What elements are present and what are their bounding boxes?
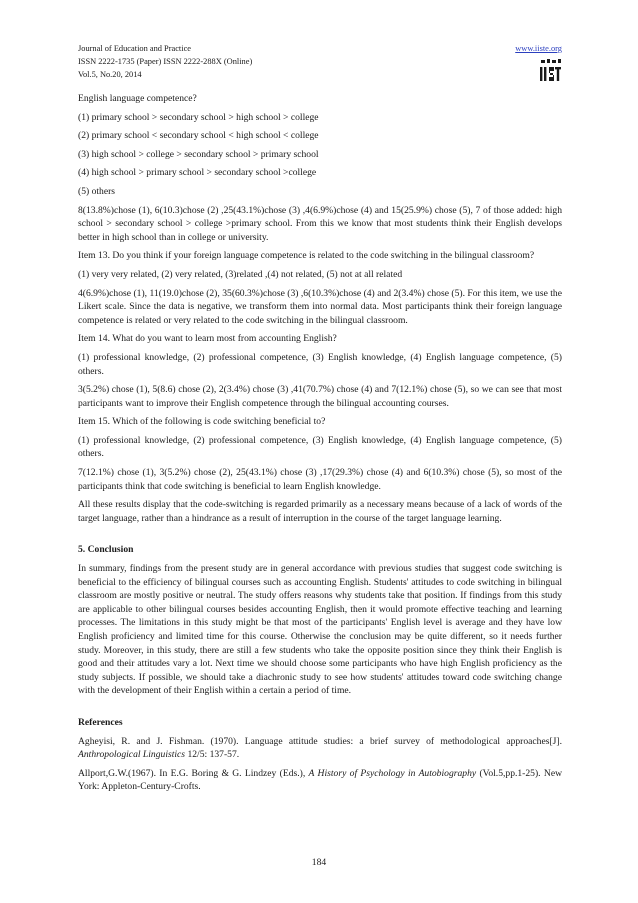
paragraph: 8(13.8%)chose (1), 6(10.3)chose (2) ,25(43.1%)chose (3) ,4(6.9%)chose (4) and 15(25.9%) chose (5), 7 of those added: high school > secondary school > college >primary school. From this we know that most students think their English develops better in high school than in college or university.	[78, 204, 562, 243]
volume-info: Vol.5, No.20, 2014	[78, 69, 142, 79]
reference-book-title: A History of Psychology in Autobiography	[308, 767, 477, 779]
item-13-options: (1) very very related, (2) very related, (3)related ,(4) not related, (5) not at all related	[78, 268, 403, 280]
item-15-question: Item 15. Which of the following is code switching beneficial to?	[78, 416, 326, 428]
page-number: 184	[311, 857, 327, 868]
item-15-options: (1) professional knowledge, (2) professional competence, (3) English knowledge, (4) English language competence, (5) others.	[78, 434, 562, 460]
list-item: (2) primary school < secondary school < high school < college	[78, 130, 319, 142]
references-heading: References	[78, 716, 123, 728]
reference-text: 12/5: 137-57.	[185, 749, 240, 761]
list-item: (4) high school > primary school > secondary school >college	[78, 167, 317, 179]
item-14-result: 3(5.2%) chose (1), 5(8.6) chose (2), 2(3.4%) chose (3) ,41(70.7%) chose (4) and 7(12.1%) chose (5), so we can see that most participants want to improve their English competence through the bilingual accounting courses.	[78, 384, 562, 409]
conclusion-paragraph: In summary, findings from the present study are in general accordance with previous studies that suggest code switching is beneficial to the efficiency of bilingual courses such as accounting English. Students' attitudes to code switching in bilingual classroom are mostly positive or neutral. The study offers reasons why students take that position. If findings from this study are applicable to other bilingual courses besides accounting English, then it would promote effective teaching and learning processes. The limitations in this study might be that most of the participants' English level is average and they have low English proficiency and limited time for this course. Otherwise the conclusion may be quite different, so it needs further study. Moreover, in this study, there are still a few students who take the opposite position since they think their English is good and their attitudes vary a lot. Next time we should choose some participants who have high English proficiency as the study subjects. If possible, we should take a diachronic study to see how students' attitudes toward code switching change with the development of their English within a certain a period of time.	[78, 563, 562, 697]
reference-text: (Vol.5,pp.1-25). New York: Appleton-Century-Crofts.	[78, 767, 563, 793]
iiste-logo	[539, 58, 563, 84]
reference-item	[78, 735, 562, 762]
reference-text: Allport,G.W.(1967). In E.G. Boring & G. Lindzey (Eds.),	[78, 767, 309, 779]
item-13-question: Item 13. Do you think if your foreign language competence is related to the code switching in the bilingual classroom?	[78, 250, 535, 262]
summary-paragraph: All these results display that the code-switching is regarded primarily as a necessary means because of a lack of words of the target language, rather than a hindrance as a result of interruption in the course of the target language learning.	[78, 499, 562, 524]
page-header	[78, 43, 562, 81]
reference-journal: Anthropological Linguistics	[78, 749, 186, 761]
conclusion-heading: 5. Conclusion	[78, 544, 134, 556]
issn: ISSN 2222-1735 (Paper) ISSN 2222-288X (Online)	[78, 56, 253, 66]
reference-item	[78, 767, 562, 794]
page-body	[78, 92, 562, 799]
list-item: (1) primary school > secondary school > high school > college	[78, 111, 319, 123]
item-13-result: 4(6.9%)chose (1), 11(19.0)chose (2), 35(60.3%)chose (3) ,6(10.3%)chose (4) and 2(3.4%) chose (5). For this item, we use the Likert scale. Since the data is negative, we transform them into normal data. Most participants think their foreign language competence is related or very related to the code switching in the bilingual classroom.	[78, 287, 562, 326]
journal-name: Journal of Education and Practice	[78, 44, 192, 53]
paragraph: English language competence?	[78, 93, 197, 104]
item-14-options: (1) professional knowledge, (2) professional competence, (3) English knowledge, (4) English language competence, (5) others.	[78, 351, 562, 377]
list-item: (5) others	[78, 185, 116, 197]
reference-text: Agheyisi, R. and J. Fishman. (1970). Language attitude studies: a brief survey of methodological approaches[J].	[78, 735, 562, 747]
item-15-result: 7(12.1%) chose (1), 3(5.2%) chose (2), 25(43.1%) chose (3) ,17(29.3%) chose (4) and 6(10.3%) chose (5), so most of the participants think that code switching is beneficial to learn English knowledge.	[78, 467, 562, 492]
item-14-question: Item 14. What do you want to learn most from accounting English?	[78, 333, 337, 345]
list-item: (3) high school > college > secondary school > primary school	[78, 148, 319, 160]
journal-url-link[interactable]: www.iiste.org	[515, 44, 562, 53]
